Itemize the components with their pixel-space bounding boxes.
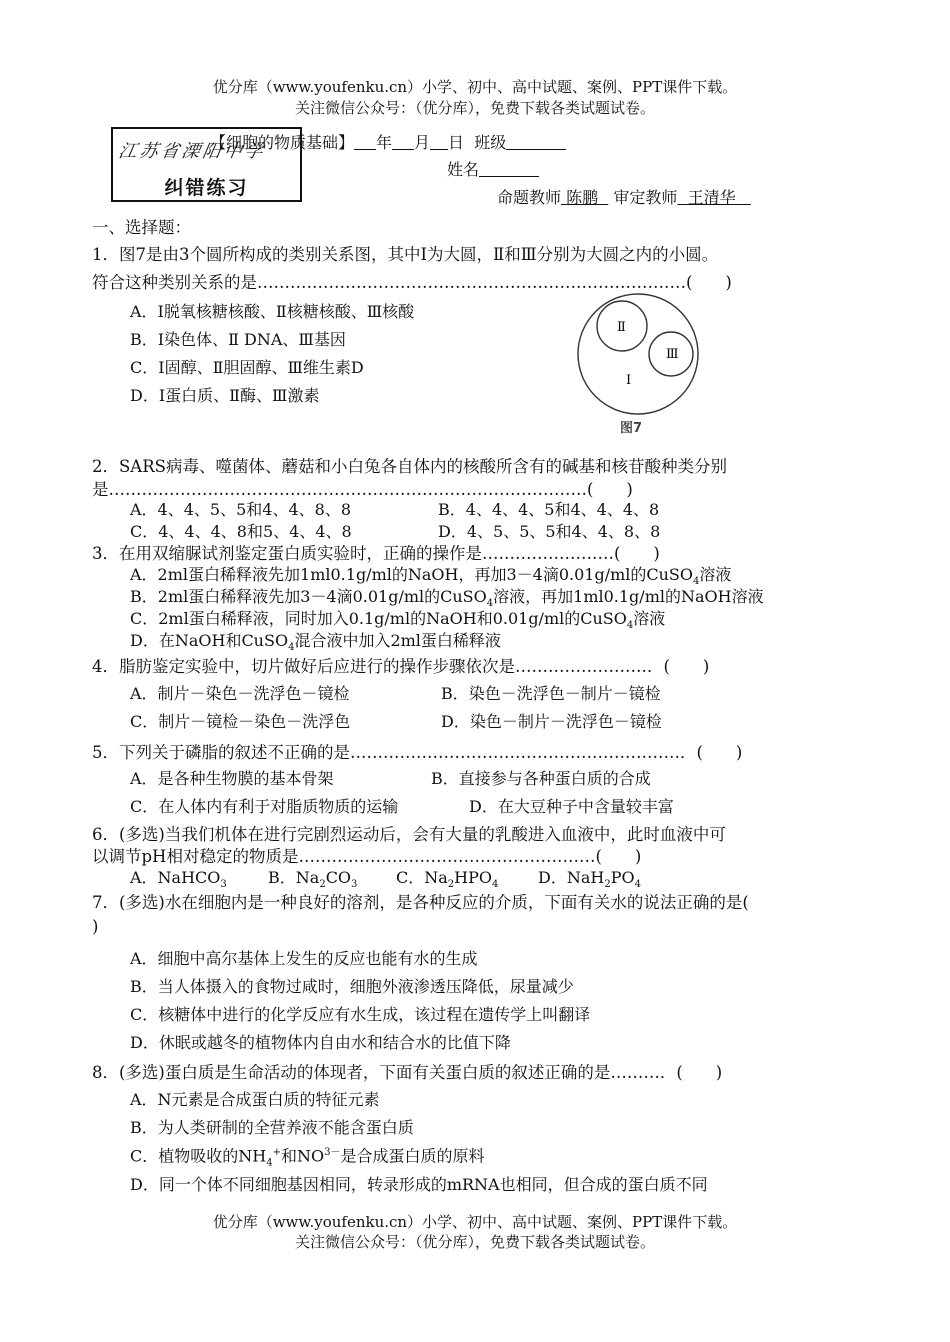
- figure-caption: 图7: [620, 421, 643, 436]
- q7-option-b: B．当人体摄入的食物过咸时，细胞外液渗透压降低，尿量减少: [130, 977, 574, 996]
- q3-option-a: A．2ml蛋白稀释液先加1ml0.1g/ml的NaOH，再加3－4滴0.01g/ml的CuSO$_4$溶液: [130, 565, 732, 588]
- q4-option-d: D．染色－制片－洗浮色－镜检: [441, 712, 662, 731]
- q1-option-b: B．Ⅰ染色体、Ⅱ DNA、Ⅲ基因: [130, 330, 346, 349]
- q6-stem-1: 6．(多选)当我们机体在进行完剧烈运动后，会有大量的乳酸进入血液中，此时血液中可: [92, 825, 726, 844]
- q7-option-c: C．核糖体中进行的化学反应有水生成，该过程在遗传学上叫翻译: [130, 1005, 591, 1024]
- reviewer-label: 审定教师: [613, 188, 678, 207]
- q2-option-a: A．4、4、5、5和4、4、8、8: [130, 500, 351, 519]
- reviewer-name: 王清华: [687, 188, 736, 207]
- q5-option-b: B．直接参与各种蛋白质的合成: [431, 769, 651, 788]
- q8-option-d: D．同一个体不同细胞基因相同，转录形成的mRNA也相同，但合成的蛋白质不同: [130, 1175, 708, 1194]
- q8-option-a: A．N元素是合成蛋白质的特征元素: [130, 1090, 380, 1109]
- logo-subtitle: 纠错练习: [164, 177, 249, 199]
- q3-option-b: B．2ml蛋白稀释液先加3－4滴0.01g/ml的CuSO$_4$溶液，再加1ml0.1g/ml的NaOH溶液: [130, 587, 764, 610]
- name-line: [447, 157, 539, 180]
- q1-stem-1: 1．图7是由3个圆所构成的类别关系图，其中Ⅰ为大圆，Ⅱ和Ⅲ分别为大圆之内的小圆。: [92, 245, 719, 264]
- class-blank: [506, 133, 566, 150]
- q7-option-a: A．细胞中高尔基体上发生的反应也能有水的生成: [130, 949, 478, 968]
- q2-stem-1: 2．SARS病毒、噬菌体、蘑菇和小白兔各自体内的核酸所含有的碱基和核苷酸种类分别: [92, 457, 727, 476]
- month-blank: [392, 133, 414, 150]
- q8-option-b: B．为人类研制的全营养液不能含蛋白质: [130, 1118, 414, 1137]
- header-line-2: 关注微信公众号：（优分库），免费下载各类试题试卷。: [294, 99, 655, 117]
- month-label: 月: [414, 133, 431, 152]
- footer-line-2: 关注微信公众号：（优分库），免费下载各类试题试卷。: [294, 1233, 655, 1251]
- school-name-calligraphy: 江苏省溧阳中学: [116, 141, 268, 162]
- q6-stem-2: 以调节pH相对稳定的物质是………………………………………………( ): [92, 847, 642, 866]
- name-blank: [479, 160, 539, 177]
- q1-option-d: D．Ⅰ蛋白质、Ⅱ酶、Ⅲ激素: [130, 386, 320, 405]
- label-I: Ⅰ: [626, 373, 632, 388]
- q4-option-c: C．制片－镜检－染色－洗浮色: [130, 712, 351, 731]
- year-blank: [354, 133, 376, 150]
- section-heading: 一、选择题：: [92, 218, 191, 237]
- q6-option-a: A．NaHCO$_3$: [130, 868, 227, 891]
- class-label: 班级: [474, 133, 507, 152]
- q5-option-d: D．在大豆种子中含量较丰富: [469, 797, 674, 816]
- label-II: Ⅱ: [617, 320, 626, 335]
- author-name: 陈鹏: [566, 188, 599, 207]
- q3-option-c: C．2ml蛋白稀释液，同时加入0.1g/ml的NaOH和0.01g/ml的CuSO$_4$溶液: [130, 609, 666, 632]
- q1-stem-2: 符合这种类别关系的是……………………………………………………………………( ): [92, 273, 732, 292]
- day-blank: [430, 133, 448, 150]
- q3-stem: 3．在用双缩脲试剂鉴定蛋白质实验时，正确的操作是……………………( ): [92, 544, 660, 563]
- q5-option-c: C．在人体内有利于对脂质物质的运输: [130, 797, 399, 816]
- q4-option-b: B．染色－洗浮色－制片－镜检: [441, 684, 661, 703]
- q7-stem-2: ): [92, 917, 99, 936]
- q5-option-a: A．是各种生物膜的基本骨架: [130, 769, 334, 788]
- q6-option-b: B．$Na_2CO_3$: [268, 868, 358, 891]
- q2-option-c: C．4、4、4、8和5、4、4、8: [130, 522, 352, 541]
- q3-option-d: D．在NaOH和CuSO$_4$混合液中加入2ml蛋白稀释液: [130, 631, 501, 654]
- q7-stem-1: 7．(多选)水在细胞内是一种良好的溶剂，是各种反应的介质，下面有关水的说法正确的是(: [92, 893, 749, 912]
- q2-stem-2: 是……………………………………………………………………………( ): [92, 480, 633, 499]
- q1-option-c: C．Ⅰ固醇、Ⅱ胆固醇、Ⅲ维生素D: [130, 358, 364, 377]
- q8-stem: 8．(多选)蛋白质是生命活动的体现者，下面有关蛋白质的叙述正确的是………．( ): [92, 1063, 723, 1082]
- topic-title: 【细胞的物质基础】: [210, 133, 355, 152]
- year-label: 年: [376, 133, 393, 152]
- circle-outer: [578, 294, 698, 414]
- q2-option-b: B．4、4、4、5和4、4、4、8: [438, 500, 660, 519]
- q2-option-d: D．4、5、5、5和4、4、8、8: [438, 522, 661, 541]
- q8-option-c: C．植物吸收的$NH_4^+$和$NO^{3-}$是合成蛋白质的原料: [130, 1146, 485, 1169]
- title-line: [210, 130, 566, 153]
- q6-option-c: C．$Na_2HPO_4$: [396, 868, 499, 891]
- name-label: 姓名: [447, 160, 480, 179]
- q5-stem: 5．下列关于磷脂的叙述不正确的是……………………………………………………．( ): [92, 743, 743, 762]
- q4-stem: 4．脂肪鉴定实验中，切片做好后应进行的操作步骤依次是……………………．( ): [92, 657, 710, 676]
- day-label: 日: [448, 133, 465, 152]
- q1-option-a: A．Ⅰ脱氧核糖核酸、Ⅱ核糖核酸、Ⅲ核酸: [130, 302, 415, 321]
- figure-7-circles: [576, 290, 706, 442]
- q6-option-d: D．$NaH_2PO_4$: [538, 868, 641, 891]
- author-label: 命题教师: [497, 188, 562, 207]
- author-line: [497, 185, 751, 208]
- footer-line-1: 优分库（www.youfenku.cn）小学、初中、高中试题、案例、PPT课件下载。: [212, 1213, 738, 1231]
- q7-option-d: D．休眠或越冬的植物体内自由水和结合水的比值下降: [130, 1033, 511, 1052]
- header-line-1: 优分库（www.youfenku.cn）小学、初中、高中试题、案例、PPT课件下载。: [212, 78, 738, 96]
- label-III: Ⅲ: [666, 347, 679, 362]
- q4-option-a: A．制片－染色－洗浮色－镜检: [130, 684, 350, 703]
